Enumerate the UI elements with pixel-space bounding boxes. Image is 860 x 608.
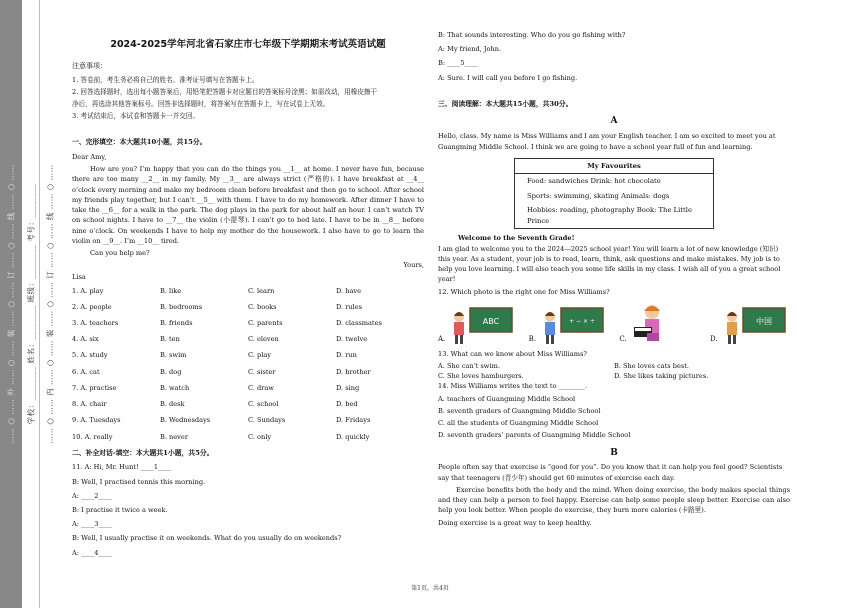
cloze-option[interactable]: C. only (248, 432, 272, 441)
dialogue-line: B: ____5____ (438, 59, 478, 68)
cloze-option-row (72, 415, 424, 425)
q14-option[interactable]: D. seventh graders’ parents of Guangming Middle School (438, 431, 631, 440)
binding-outer-text: …… ○ …… 外 …… ○ …… 装 …… ○ …… 订 …… ○ …… 线 …… ○ …… (6, 164, 16, 444)
binding-inner-text: …… ○ …… 内 …… ○ …… 装 …… ○ …… 订 …… ○ …… 线 …… ○ …… (45, 164, 55, 444)
cloze-option[interactable]: D. bed (336, 400, 358, 409)
cloze-option-row (72, 367, 424, 377)
part-b-label: B (610, 447, 618, 458)
photo-option-a[interactable] (438, 305, 518, 345)
cloze-option[interactable]: B. bedrooms (160, 302, 203, 311)
q13-options-row (438, 371, 790, 381)
teacher-board-chinese-illustration (721, 305, 787, 345)
letter-greeting: Dear Amy, (72, 152, 107, 161)
part-a-body: I am glad to welcome you to the 2024—2025 school year! You will learn a lot of new knowledge (知识) this year. As a student, your job is to read, learn, think, ask questions and make mistakes. My job is to help you love learning. I will also teach you some life skills in my class. I wish all of you a great school year! (438, 244, 781, 284)
cloze-option[interactable]: C. Sundays (248, 416, 286, 425)
cloze-option-row (72, 318, 424, 328)
dialogue-line: 11. A: Hi, Mr. Hunt! ____1____ (72, 463, 172, 472)
note-item: 3. 考试结束后，本试卷和答题卡一并交回。 (72, 112, 200, 121)
cloze-option[interactable]: C. school (248, 400, 279, 409)
cloze-option-row (72, 334, 424, 344)
cloze-option[interactable]: B. watch (160, 383, 190, 392)
cloze-option[interactable]: 7. A. practise (72, 383, 117, 392)
cloze-option[interactable]: B. never (160, 432, 188, 441)
part-b-paragraph: People often say that exercise is “good for you”. Do you know that it can help you feel good? Scientists say that teenagers (青少年) should get 60 minutes of exercise each day. (438, 463, 783, 482)
q14-option[interactable]: C. all the students of Guangming Middle School (438, 419, 599, 428)
teacher-board-math-illustration (539, 305, 605, 345)
favourites-row: Food: sandwiches Drink: hot chocolate (527, 177, 661, 186)
board-text: ABC (483, 316, 500, 326)
board-text: + − × ÷ (569, 317, 595, 325)
part-a-intro: Hello, class. My name is Miss Williams and I am your English teacher. I am so excited to meet you at Guangming Middle School. I think we are going to have a school year full of fun and learning. (438, 132, 776, 151)
favourites-row: Hobbies: reading, photography Book: The Little Prince (527, 206, 692, 225)
favourites-table (514, 158, 714, 230)
section2-heading: 二、补全对话-填空：本大题共1小题，共5分。 (72, 448, 214, 457)
question-14: 14. Miss Williams writes the text to ________. (438, 382, 588, 391)
q14-option[interactable]: A. teachers of Guangming Middle School (438, 394, 576, 403)
q13-option[interactable]: A. She can’t swim. (438, 361, 500, 370)
part-a-label: A (610, 116, 618, 127)
cloze-option[interactable]: C. eleven (248, 335, 279, 344)
binding-strip-inner (40, 0, 60, 608)
cloze-option[interactable]: 8. A. chair (72, 400, 107, 409)
left-column (72, 28, 424, 560)
cloze-option[interactable]: 9. A. Tuesdays (72, 416, 121, 425)
cloze-options (72, 286, 424, 442)
cloze-option[interactable]: 4. A. six (72, 335, 99, 344)
cloze-option[interactable]: 2. A. people (72, 302, 112, 311)
page-footer: 第1页，共4页 (411, 585, 449, 592)
cloze-option[interactable]: B. friends (160, 319, 193, 328)
cloze-option[interactable]: D. Fridays (336, 416, 371, 425)
photo-option-d[interactable] (710, 305, 790, 345)
cloze-option[interactable]: C. parents (248, 319, 283, 328)
q13-option[interactable]: C. She loves hamburgers. (438, 372, 524, 381)
photo-label: A. (438, 334, 446, 343)
letter-question: Can you help me? (90, 248, 150, 257)
cloze-option[interactable]: C. books (248, 302, 277, 311)
dialogue-line: B: That sounds interesting. Who do you go fishing with? (438, 31, 626, 39)
letter-signoff: Yours, (403, 261, 424, 270)
notes-heading: 注意事项： (72, 61, 107, 70)
favourites-title: My Favourites (515, 159, 713, 175)
cloze-option[interactable]: D. twelve (336, 335, 368, 344)
right-column (438, 30, 790, 530)
note-item: 2. 回答选择题时，选出每小题答案后，用铅笔把答题卡对应题目的答案标号涂黑；如需改动，用橡皮擦干 (72, 87, 378, 96)
cloze-option[interactable]: 5. A. study (72, 351, 108, 360)
cloze-option[interactable]: C. learn (248, 286, 275, 295)
photo-label: C. (619, 334, 627, 343)
part-b-paragraph: Doing exercise is a great way to keep healthy. (438, 518, 592, 527)
favourites-row: Sports: swimming, skating Animals: dogs (527, 191, 670, 200)
girl-piano-illustration (630, 303, 670, 345)
photo-label: D. (709, 334, 718, 343)
cloze-option-row (72, 302, 424, 312)
dialogue-line: A: Sure. I will call you before I go fishing. (438, 73, 578, 82)
cloze-option[interactable]: D. quickly (336, 432, 370, 441)
cloze-option-row (72, 432, 424, 442)
photo-option-b[interactable] (529, 305, 609, 345)
dialogue-line: A: ____4____ (72, 548, 112, 557)
binding-strip-info (22, 0, 40, 608)
letter-signature: Lisa (72, 273, 86, 282)
cloze-option[interactable]: 6. A. cat (72, 367, 100, 376)
cloze-option[interactable]: B. desk (160, 400, 185, 409)
cloze-option[interactable]: D. classmates (336, 319, 382, 328)
exam-title: 2024-2025学年河北省石家庄市七年级下学期期末考试英语试题 (110, 39, 386, 50)
cloze-option-row (72, 399, 424, 409)
cloze-option-row (72, 286, 424, 296)
cloze-option[interactable]: C. play (248, 351, 271, 360)
question-13: 13. What can we know about Miss Williams? (438, 349, 587, 358)
binding-strip-outer (0, 0, 22, 608)
photo-options (438, 303, 790, 345)
dialogue-line: A: ____2____ (72, 491, 112, 500)
teacher-board-abc-illustration (448, 305, 514, 345)
cloze-option[interactable]: C. sister (248, 367, 276, 376)
cloze-option[interactable]: 3. A. teachers (72, 319, 119, 328)
q13-options-row (438, 361, 790, 371)
cloze-option[interactable]: D. run (336, 351, 357, 360)
cloze-option[interactable]: D. brother (336, 367, 371, 376)
dialogue-line: A: ____3____ (72, 520, 112, 529)
section3-heading: 三、阅读理解：本大题共15小题，共30分。 (438, 99, 573, 108)
cloze-option[interactable]: C. draw (248, 383, 274, 392)
cloze-option-row (72, 383, 424, 393)
cloze-option[interactable]: B. ten (160, 335, 180, 344)
board-text: 中国 (755, 316, 772, 326)
note-item: 1. 答卷前，考生务必将自己的姓名、准考证号填写在答题卡上。 (72, 75, 259, 84)
part-b-paragraph: Exercise benefits both the body and the mind. When doing exercise, the body makes special things and they can help a person to feel happy. Exercise can help some people sleep better. Exercise can also help you look better. When people do exercise, they burn more calories (卡路里). (438, 485, 790, 515)
dialogue-line: B: I practise it twice a week. (72, 505, 168, 514)
letter-passage: How are you? I’m happy that you can do the things you __1__ at home. I never have fun, because there are too many __2__ in my family. My __3__ are always strict (严格的). I have breakfast at __4__ o’clock every morning and make my bedroom clean before breakfast and then go to school. After school my friends play together, but I can’t __5__ with them. I have to do my homework. After dinner I have to take the __6__ for a walk in the park. The dog plays in the park for about half an hour. I can’t watch TV on school nights. I have to __7__ the violin (小提琴). I can’t go to bed late. I have to be in __8__ before nine o’clock. On weekends I have to help my mother do the housework. I also have to go to learn the violin on __9__. I’m __10__ tired. (72, 165, 424, 245)
cloze-option[interactable]: B. like (160, 286, 182, 295)
cloze-option[interactable]: B. Wednesdays (160, 416, 211, 425)
q13-option[interactable]: B. She loves cats best. (614, 361, 689, 370)
q14-option[interactable]: B. seventh graders of Guangming Middle School (438, 406, 601, 415)
section1-heading: 一、完形填空：本大题共10小题，共15分。 (72, 138, 207, 147)
question-12: 12. Which photo is the right one for Miss Williams? (438, 287, 610, 296)
cloze-option[interactable]: B. swim (160, 351, 187, 360)
cloze-option[interactable]: B. dog (160, 367, 182, 376)
welcome-heading: Welcome to the Seventh Grade! (458, 234, 575, 243)
q13-option[interactable]: D. She likes taking pictures. (614, 372, 709, 381)
cloze-option[interactable]: 10. A. really (72, 432, 113, 441)
dialogue-line: B: Well, I practised tennis this morning. (72, 477, 206, 486)
photo-option-c[interactable] (619, 303, 699, 345)
cloze-option[interactable]: D. have (336, 286, 362, 295)
cloze-option[interactable]: 1. A. play (72, 286, 104, 295)
photo-label: B. (528, 334, 537, 343)
dialogue-line: B: Well, I usually practise it on weekends. What do you usually do on weekends? (72, 534, 342, 543)
cloze-option[interactable]: D. rules (336, 302, 363, 311)
student-info-fields: 学校：________ 姓名：________ 班级：________ 考号：________ (26, 183, 35, 425)
cloze-option-row (72, 350, 424, 360)
cloze-option[interactable]: D. sing (336, 383, 360, 392)
dialogue-line: A: My friend, John. (438, 45, 502, 54)
note-item: 净后，再选涂其他答案标号。回答非选择题时，将答案写在答题卡上，写在试卷上无效。 (72, 100, 330, 108)
